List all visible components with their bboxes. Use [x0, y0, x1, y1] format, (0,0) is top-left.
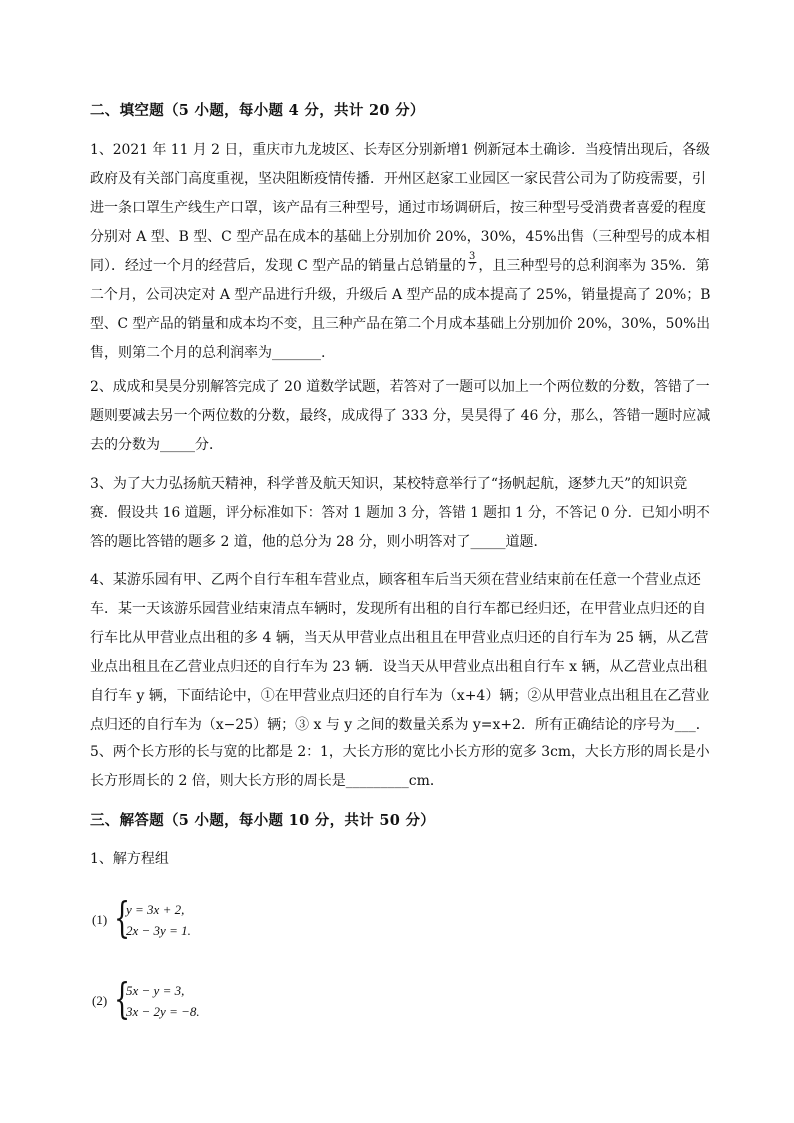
question-3	[90, 470, 710, 557]
section3-heading: 三、解答题（5 小题，每小题 10 分，共计 50 分）	[90, 812, 436, 829]
q2-line-2: 题则要减去另一个两位数的分数，最终，成成得了 333 分，昊昊得了 46 分，那么，答错一题时应减	[90, 408, 711, 424]
q1-line-3: 进一条口罩生产线生产口罩，该产品有三种型号，通过市场调研后，按三种型号受消费者喜爱的程度	[90, 200, 706, 216]
section2-heading: 二、填空题（5 小题，每小题 4 分，共计 20 分）	[90, 102, 425, 119]
system-2-equation-1: 5x − y = 3,	[126, 983, 185, 998]
fraction-3-7	[468, 252, 476, 273]
question-5	[90, 738, 710, 796]
q1-line-4: 分别对 A 型、B 型、C 型产品在成本的基础上分别加价 20%，30%，45%出售（三种型号的成本相	[90, 229, 710, 245]
q4-line-2: 车．某一天该游乐园营业结束清点车辆时，发现所有出租的自行车都已经归还，在甲营业点归还的自	[90, 601, 706, 617]
question-4	[90, 566, 710, 740]
q1-line-1: 1、2021 年 11 月 2 日，重庆市九龙坡区、长寿区分别新增1 例新冠本土确诊．当疫情出现后，各级	[90, 142, 710, 158]
q1-line-7: 型、C 型产品的销量和成本均不变，且三种产品在第二个月成本基础上分别加价 20%，30%，50%出	[90, 316, 710, 332]
q1-line-5b: ，且三种型号的总利润率为 35%．第	[478, 258, 710, 274]
left-brace-icon: {	[114, 974, 131, 1023]
q1-line-2: 政府及有关部门高度重视，坚决阻断疫情传播．开州区赵家工业园区一家民营公司为了防疫需要，引	[90, 171, 706, 187]
q3-line-3: 答的题比答错的题多 2 道，他的总分为 28 分，则小明答对了_____道题．	[90, 534, 548, 550]
q1-line-5a: 同）．经过一个月的经营后，发现 C 型产品的销量占总销量的	[90, 258, 467, 274]
q4-line-4: 业点出租且在乙营业点归还的自行车为 23 辆．设当天从甲营业点出租自行车 x 辆，从乙营业点出租	[90, 659, 708, 675]
q5-line-1: 5、两个长方形的长与宽的比都是 2：1，大长方形的宽比小长方形的宽多 3cm，大长方形的周长是小	[90, 744, 710, 760]
system-2-equation-2: 3x − 2y = −8.	[126, 1004, 200, 1019]
q4-line-5: 自行车 y 辆，下面结论中，①在甲营业点归还的自行车为（x+4）辆；②从甲营业点出租且在乙营业	[90, 688, 710, 704]
q3-1-intro-text: 1、解方程组	[90, 851, 169, 867]
question-1	[90, 136, 710, 368]
q2-line-3: 去的分数为_____分．	[90, 437, 223, 453]
q1-line-5	[90, 252, 709, 281]
system-1-equation-1: y = 3x + 2,	[126, 902, 185, 917]
q3-line-1: 3、为了大力弘扬航天精神，科学普及航天知识，某校特意举行了“扬帆起航，逐梦九天”的知识竞	[90, 476, 688, 492]
q1-line-6: 二个月，公司决定对 A 型产品进行升级，升级后 A 型产品的成本提高了 25%，销量提高了 20%；B	[90, 287, 711, 303]
section3-q1-intro	[90, 845, 710, 874]
q4-line-1: 4、某游乐园有甲、乙两个自行车租车营业点，顾客租车后当天须在营业结束前在任意一个营业点还	[90, 572, 701, 588]
q5-line-2: 长方形周长的 2 倍，则大长方形的周长是_________cm．	[90, 773, 444, 789]
system-1-equation-2: 2x − 3y = 1.	[126, 923, 191, 938]
q4-line-3: 行车比从甲营业点出租的多 4 辆，当天从甲营业点出租且在甲营业点归还的自行车为 25 辆，从乙营	[90, 630, 709, 646]
question-2	[90, 373, 710, 460]
system-1-label: (1)	[92, 912, 108, 927]
q4-line-6: 点归还的自行车为（x−25）辆；③ x 与 y 之间的数量关系为 y=x+2．所有正确结论的序号为___．	[90, 717, 710, 733]
q2-line-1: 2、成成和昊昊分别解答完成了 20 道数学试题，若答对了一题可以加上一个两位数的分数，答错了一	[90, 379, 710, 395]
left-brace-icon: {	[114, 893, 131, 942]
fraction-numerator: 3	[469, 250, 476, 262]
q1-line-8: 售，则第二个月的总利润率为_______.	[90, 345, 326, 361]
fraction-denominator: 7	[469, 261, 476, 273]
system-2-label: (2)	[92, 993, 108, 1008]
q3-line-2: 赛．假设共 16 道题，评分标准如下：答对 1 题加 3 分，答错 1 题扣 1 分，不答记 0 分．已知小明不	[90, 505, 710, 521]
